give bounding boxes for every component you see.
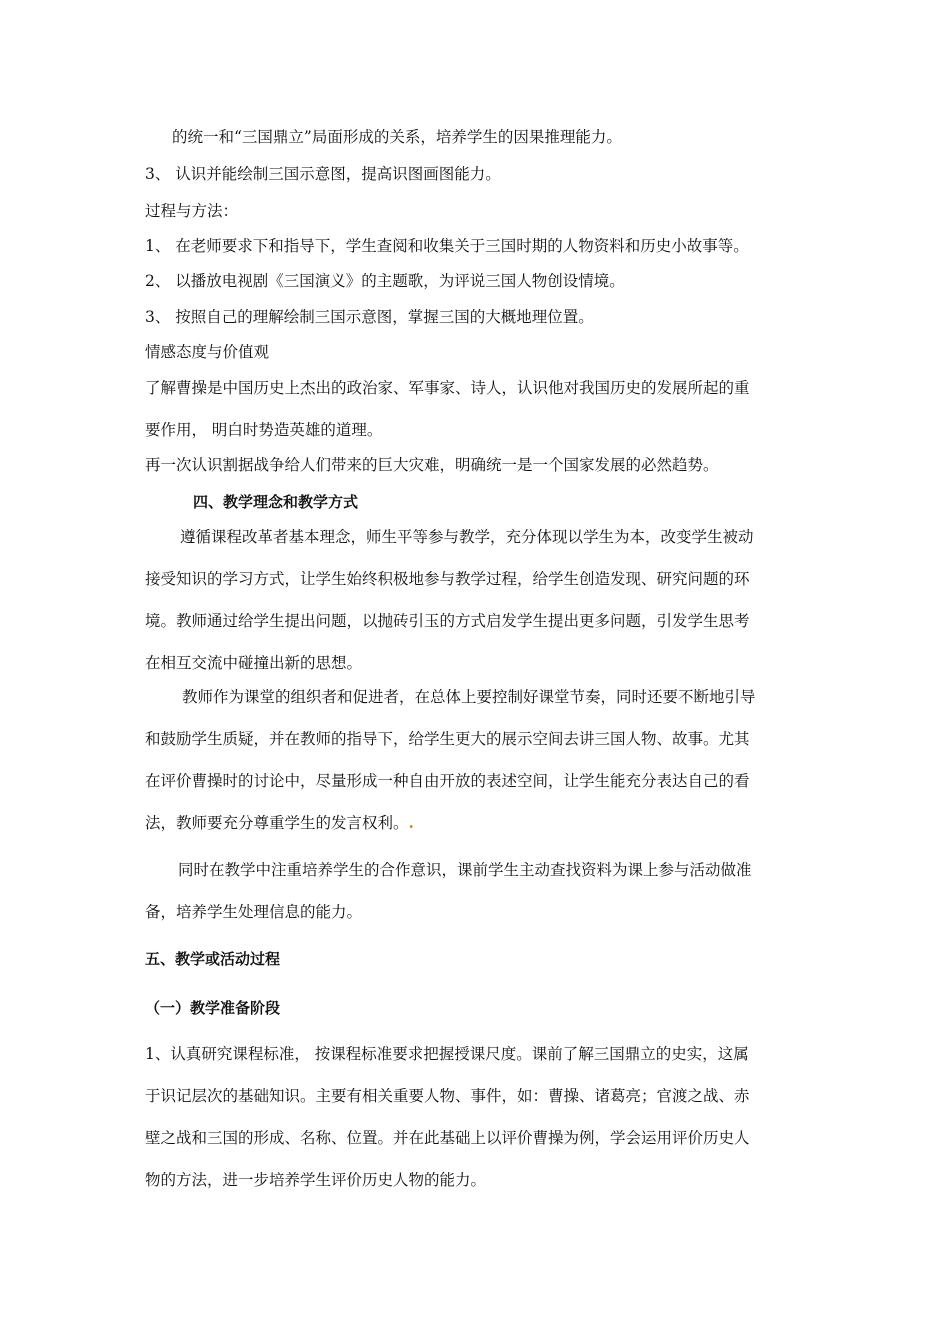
- text-line: 在评价曹操时的讨论中，尽量形成一种自由开放的表述空间，让学生能充分表达自己的看: [145, 772, 750, 790]
- text-line: 教师作为课堂的组织者和促进者，在总体上要控制好课堂节奏，同时还要不断地引导: [182, 688, 756, 706]
- text-line: 物的方法，进一步培养学生评价历史人物的能力。: [145, 1171, 487, 1189]
- section-heading: 四、教学理念和教学方式: [193, 493, 359, 511]
- text-line: 和鼓励学生质疑，并在教师的指导下，给学生更大的展示空间去讲三国人物、故事。尤其: [145, 730, 750, 748]
- text-line: 3、 按照自己的理解绘制三国示意图，掌握三国的大概地理位置。: [145, 308, 594, 326]
- text-line: 备，培养学生处理信息的能力。: [145, 903, 363, 921]
- text-line: 1、 在老师要求下和指导下，学生查阅和收集关于三国时期的人物资料和历史小故事等。: [145, 237, 749, 255]
- section-label: 过程与方法：: [145, 202, 239, 220]
- text-line: 接受知识的学习方式，让学生始终积极地参与教学过程，给学生创造发现、研究问题的环: [145, 570, 750, 588]
- text-line: 要作用， 明白时势造英雄的道理。: [145, 421, 383, 439]
- text-line: 壁之战和三国的形成、名称、位置。并在此基础上以评价曹操为例，学会运用评价历史人: [145, 1129, 750, 1147]
- text-line: 遵循课程改革者基本理念，师生平等参与教学，充分体现以学生为本，改变学生被动: [180, 528, 754, 546]
- text-line: 同时在教学中注重培养学生的合作意识，课前学生主动查找资料为课上参与活动做准: [178, 861, 752, 879]
- text-line: 法，教师要充分尊重学生的发言权利。.: [145, 813, 414, 832]
- text-line: 1、认真研究课程标准， 按课程标准要求把握授课尺度。课前了解三国鼎立的史实，这属: [145, 1045, 749, 1063]
- subsection-heading: （一）教学准备阶段: [145, 999, 281, 1017]
- text-line: 在相互交流中碰撞出新的思想。: [145, 654, 363, 672]
- text-line: 的统一和“三国鼎立”局面形成的关系，培养学生的因果推理能力。: [172, 128, 622, 146]
- text-line: 于识记层次的基础知识。主要有相关重要人物、事件，如：曹操、诸葛亮；官渡之战、赤: [145, 1087, 750, 1105]
- text-line: 3、 认识并能绘制三国示意图，提高识图画图能力。: [145, 165, 501, 183]
- text-line: 了解曹操是中国历史上杰出的政治家、军事家、诗人，认识他对我国历史的发展所起的重: [145, 379, 750, 397]
- dot-mark: .: [408, 813, 414, 832]
- text-line: 2、 以播放电视剧《三国演义》的主题歌，为评说三国人物创设情境。: [145, 272, 625, 290]
- section-label: 情感态度与价值观: [145, 343, 270, 361]
- text-line: 再一次认识割据战争给人们带来的巨大灾难，明确统一是一个国家发展的必然趋势。: [145, 456, 719, 474]
- section-heading: 五、教学或活动过程: [145, 950, 281, 968]
- text-line: 境。教师通过给学生提出问题，以抛砖引玉的方式启发学生提出更多问题，引发学生思考: [145, 612, 750, 630]
